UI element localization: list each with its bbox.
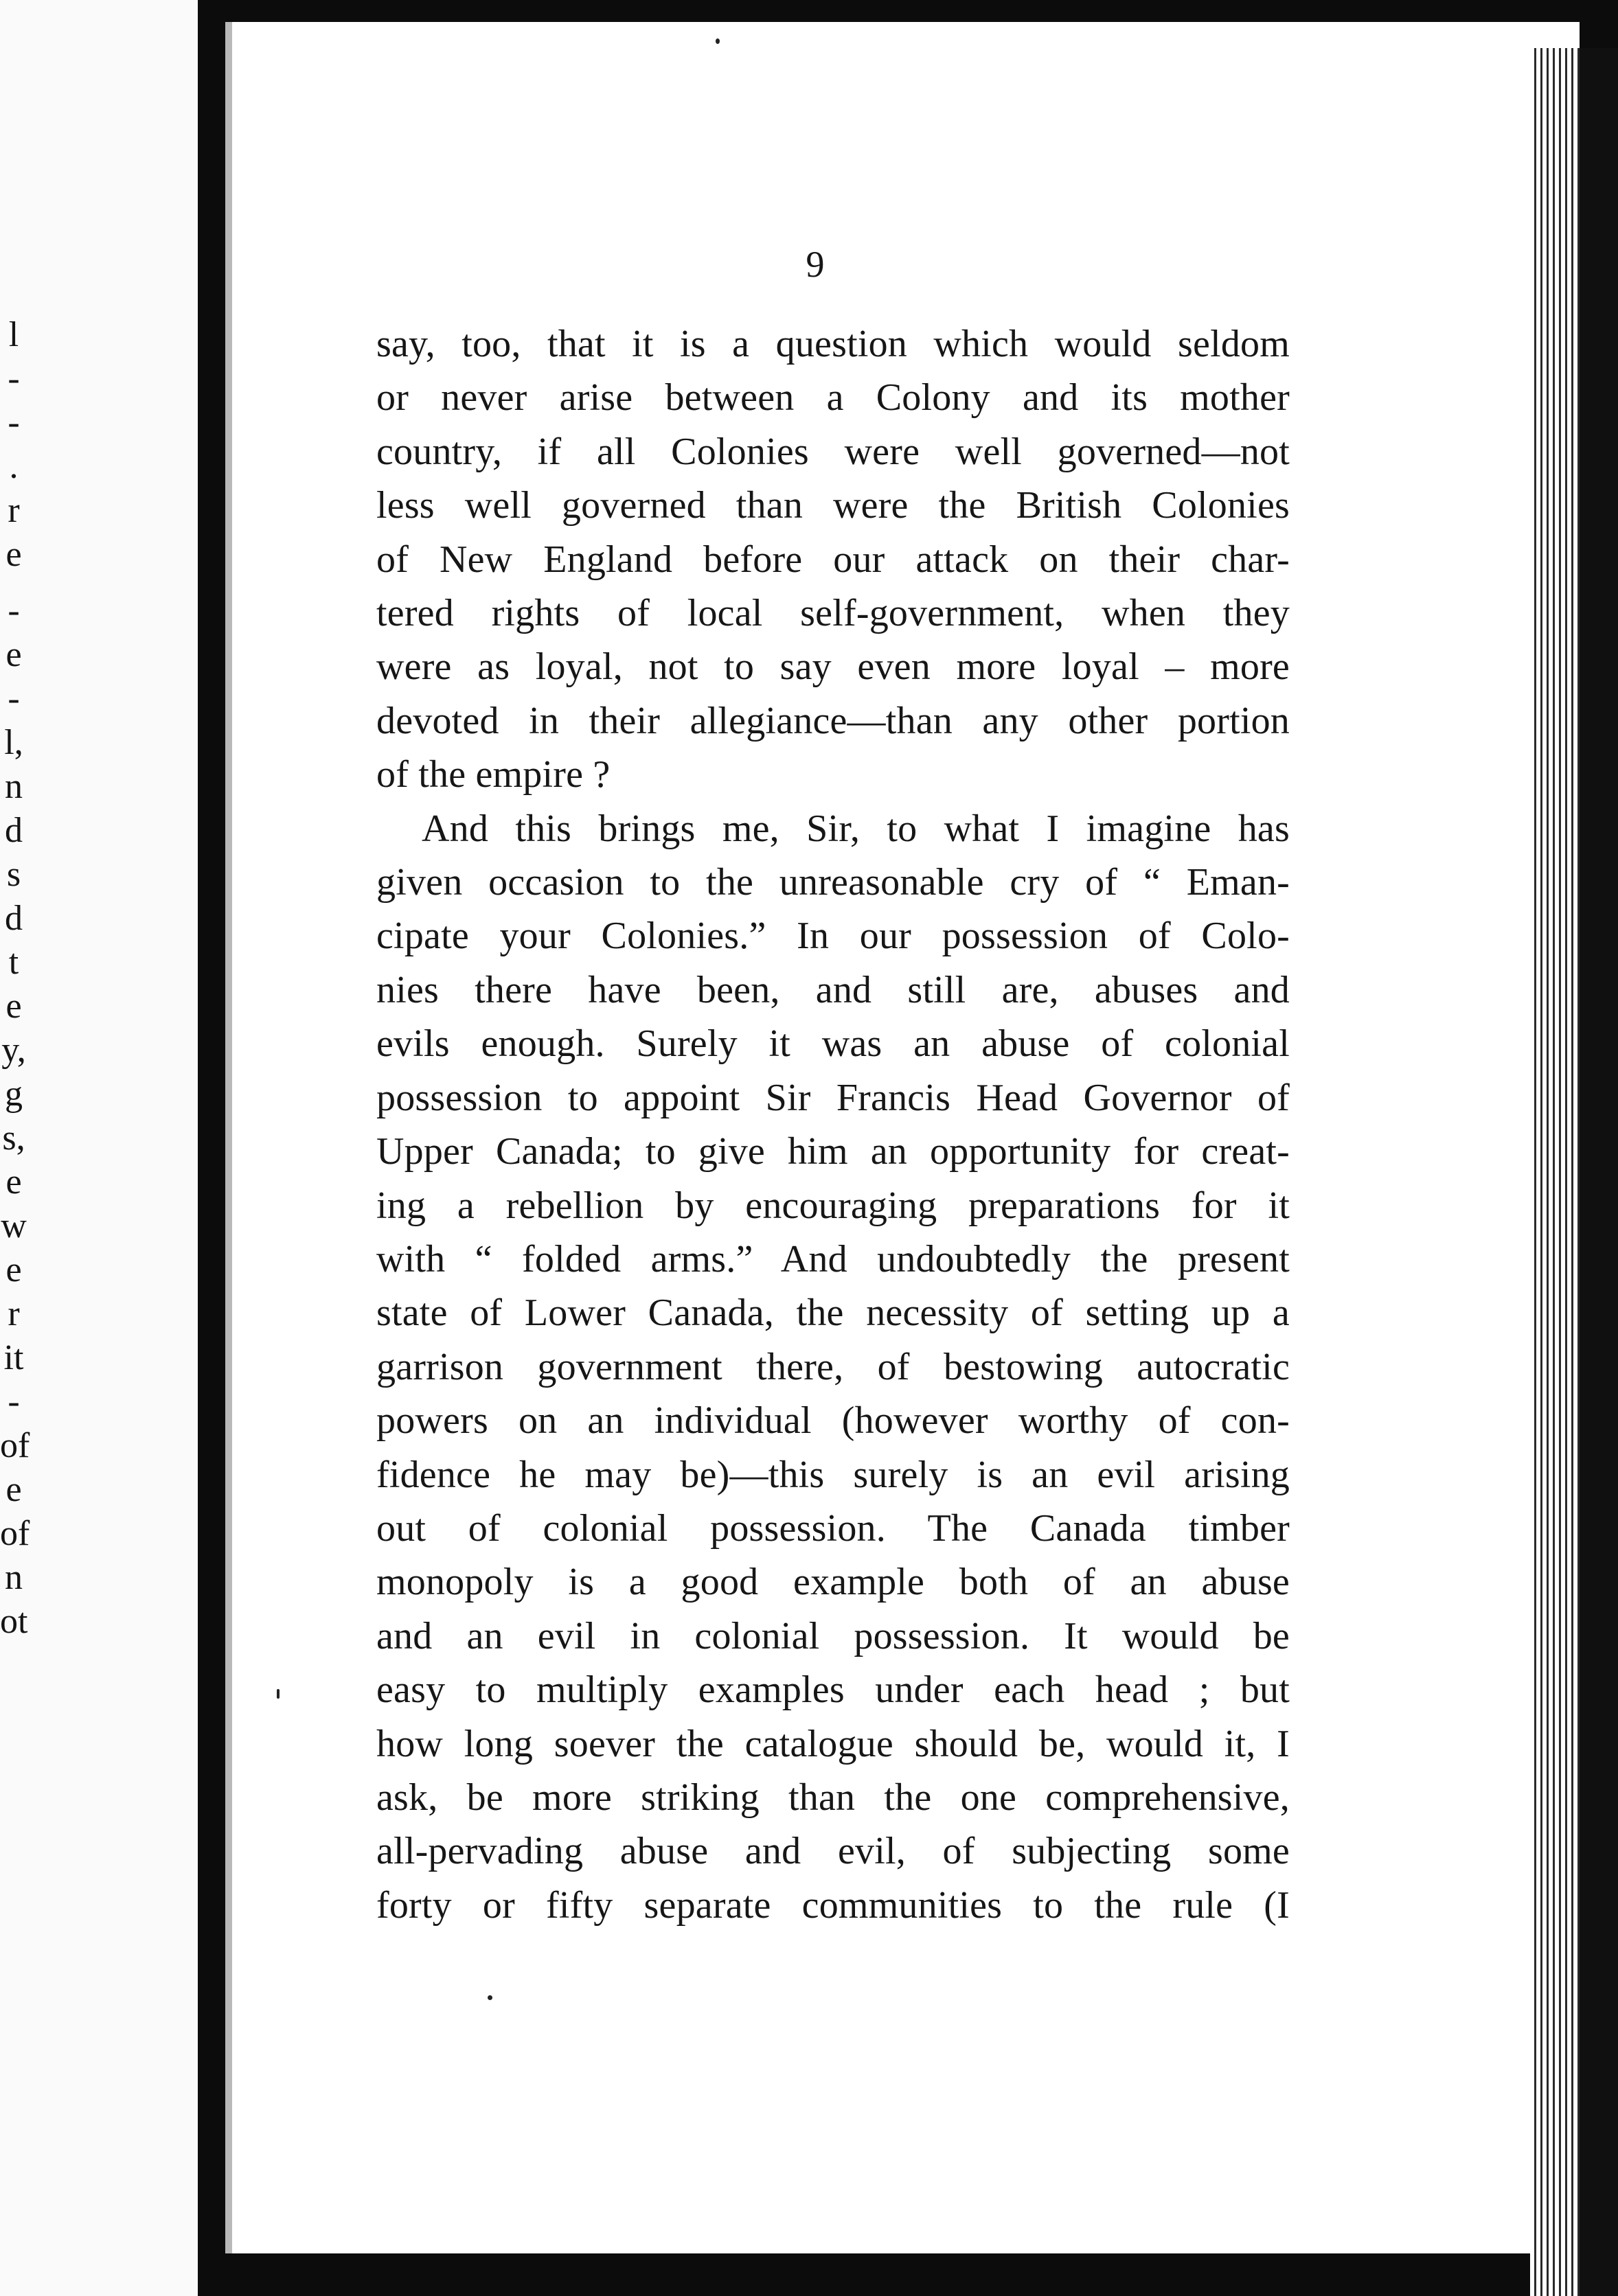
scan-speck xyxy=(277,1689,280,1699)
page-number: 9 xyxy=(806,244,825,285)
fragment: y, xyxy=(1,1031,26,1070)
text-line: Upper Canada; to give him an opportunity for creat- xyxy=(376,1130,1290,1173)
fragment: t xyxy=(8,943,19,982)
text-line: how long soever the catalogue should be, would it, I xyxy=(376,1722,1290,1765)
text-line: of the empire ? xyxy=(376,753,611,796)
text-line: evils enough. Surely it was an abuse of colonial xyxy=(376,1022,1290,1066)
fragment: of xyxy=(0,1426,30,1465)
text-line: or never arise between a Colony and its mother xyxy=(376,376,1290,420)
book-gutter xyxy=(198,0,225,2296)
gutter-shadow xyxy=(225,0,232,2296)
text-line: less well governed than were the British Colonies xyxy=(376,484,1290,527)
text-line: monopoly is a good example both of an abuse xyxy=(376,1561,1290,1604)
fragment: e xyxy=(5,987,22,1026)
scan-border-right xyxy=(1580,48,1618,2296)
text-line: country, if all Colonies were well governed—not xyxy=(376,430,1290,473)
fragment: n xyxy=(5,767,23,806)
text-line: nies there have been, and still are, abuses and xyxy=(376,968,1290,1011)
text-line: fidence he may be)—this surely is an evil arising xyxy=(376,1453,1290,1496)
fragment: e xyxy=(5,1162,22,1202)
text-line: of New England before our attack on their char- xyxy=(376,538,1290,581)
text-line: cipate your Colonies.” In our possession of Colo- xyxy=(376,915,1290,958)
fragment: . xyxy=(9,447,19,486)
text-line: were as loyal, not to say even more loyal – more xyxy=(376,645,1290,689)
fragment: - xyxy=(8,679,20,718)
text-line: with “ folded arms.” And undoubtedly the present xyxy=(376,1237,1290,1281)
scan-border-top xyxy=(198,0,1618,22)
facing-page-edge xyxy=(0,0,198,2296)
text-line: say, too, that it is a question which would seldom xyxy=(376,323,1290,365)
text-line: out of colonial possession. The Canada timber xyxy=(376,1506,1290,1550)
fragment: it xyxy=(3,1338,24,1377)
text-line: all-pervading abuse and evil, of subjecting some xyxy=(376,1830,1290,1873)
text-line: and an evil in colonial possession. It would be xyxy=(376,1614,1290,1657)
page-stack-edge xyxy=(1530,48,1580,2296)
text-line: garrison government there, of bestowing autocratic xyxy=(376,1345,1290,1388)
text-line: And this brings me, Sir, to what I imagine has xyxy=(422,807,1290,850)
fragment: s xyxy=(6,855,21,894)
scan-speck xyxy=(716,38,720,44)
fragment: w xyxy=(1,1206,27,1245)
fragment: l xyxy=(8,315,19,354)
scan-border-corner xyxy=(1580,0,1618,48)
fragment: ot xyxy=(0,1602,28,1641)
fragment: g xyxy=(5,1075,23,1114)
fragment: d xyxy=(5,899,23,938)
fragment: d xyxy=(5,811,23,850)
text-line: possession to appoint Sir Francis Head Governor of xyxy=(376,1076,1290,1119)
text-line: forty or fifty separate communities to the rule (I xyxy=(376,1883,1290,1927)
fragment: e xyxy=(5,1250,22,1289)
body-text xyxy=(376,317,1290,1932)
fragment: of xyxy=(0,1514,30,1553)
text-line: state of Lower Canada, the necessity of setting up a xyxy=(376,1292,1290,1335)
scan-border-bottom xyxy=(198,2253,1618,2296)
fragment: e xyxy=(5,1470,22,1509)
fragment: s, xyxy=(2,1118,25,1158)
text-line: easy to multiply examples under each head ; but xyxy=(376,1668,1290,1712)
text-line: given occasion to the unreasonable cry of “ Eman- xyxy=(376,861,1290,904)
text-line: ask, be more striking than the one comprehensive, xyxy=(376,1776,1290,1819)
text-line: tered rights of local self-government, when they xyxy=(376,592,1290,635)
fragment: e xyxy=(5,535,22,574)
facing-page-fragments xyxy=(0,313,30,1644)
fragment: - xyxy=(8,1382,20,1421)
text-line: devoted in their allegiance—than any other portion xyxy=(376,699,1290,742)
fragment: r xyxy=(8,491,20,530)
fragment: n xyxy=(5,1558,23,1597)
fragment: - xyxy=(8,403,20,442)
fragment: - xyxy=(8,591,20,630)
text-line: ing a rebellion by encouraging preparations for it xyxy=(376,1184,1290,1227)
fragment: r xyxy=(8,1294,20,1333)
fragment: - xyxy=(8,359,20,398)
fragment: e xyxy=(5,635,22,674)
text-line: powers on an individual (however worthy of con- xyxy=(376,1399,1290,1443)
fragment: l, xyxy=(4,723,23,762)
scan-speck xyxy=(488,1995,492,2000)
